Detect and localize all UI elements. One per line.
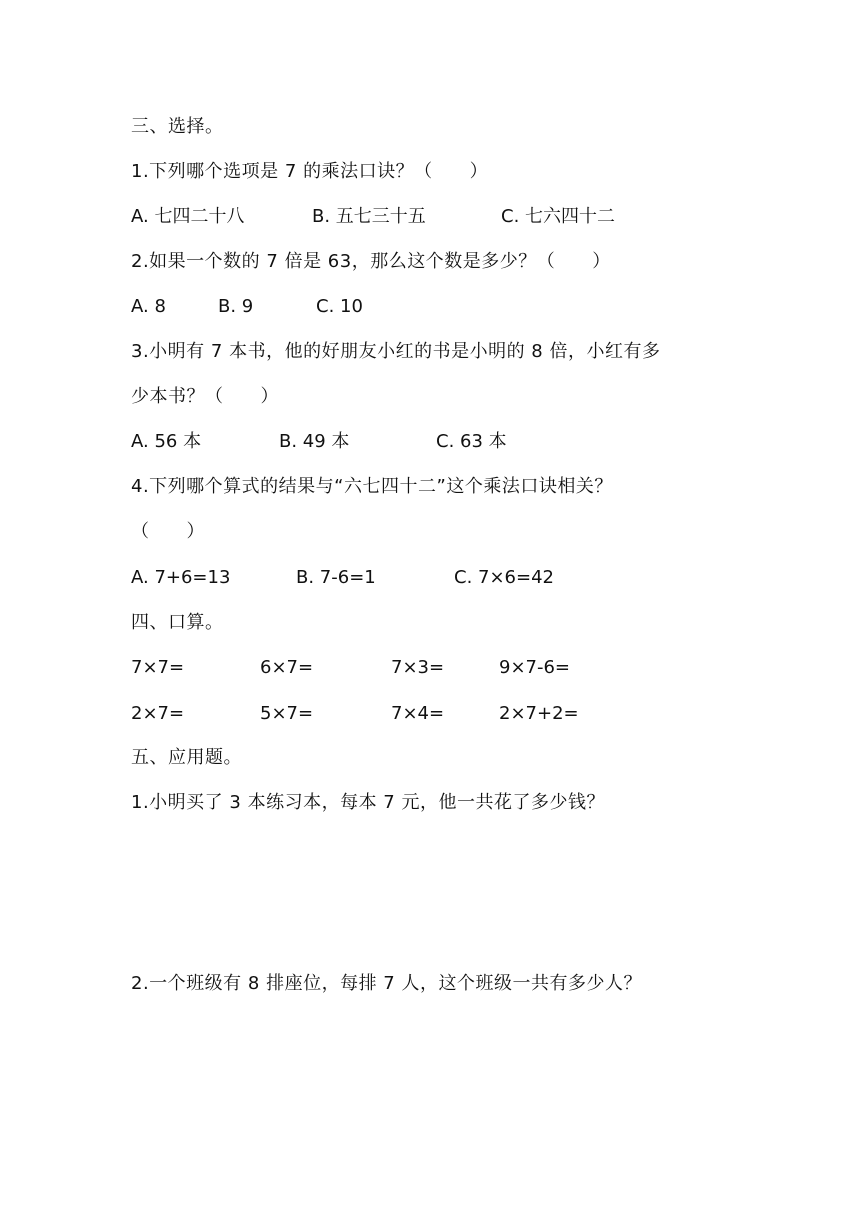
mental-math-item: 2×7= bbox=[131, 703, 185, 724]
word-problem-2: 2.一个班级有 8 排座位，每排 7 人，这个班级一共有多少人？ bbox=[131, 973, 642, 994]
q1-option-c: C. 七六四十二 bbox=[501, 206, 616, 227]
word-problem-1: 1.小明买了 3 本练习本，每本 7 元，他一共花了多少钱？ bbox=[131, 792, 605, 813]
mental-math-item: 7×7= bbox=[131, 657, 185, 678]
mental-math-item: 6×7= bbox=[260, 657, 314, 678]
q3-option-c: C. 63 本 bbox=[436, 431, 507, 452]
mental-math-item: 7×3= bbox=[391, 657, 445, 678]
section-heading-word-problems: 五、应用题。 bbox=[131, 747, 242, 768]
q4-option-b: B. 7-6=1 bbox=[296, 567, 376, 588]
section-heading-choice: 三、选择。 bbox=[131, 116, 224, 137]
q3-option-b: B. 49 本 bbox=[279, 431, 350, 452]
question-1-text: 1.下列哪个选项是 7 的乘法口诀？（ ） bbox=[131, 161, 489, 182]
q1-option-a: A. 七四二十八 bbox=[131, 206, 245, 227]
question-3-text-line2: 少本书？（ ） bbox=[131, 386, 279, 407]
question-2-text: 2.如果一个数的 7 倍是 63，那么这个数是多少？（ ） bbox=[131, 251, 611, 272]
q2-option-b: B. 9 bbox=[218, 296, 254, 317]
q4-option-c: C. 7×6=42 bbox=[454, 567, 554, 588]
mental-math-item: 7×4= bbox=[391, 703, 445, 724]
mental-math-item: 5×7= bbox=[260, 703, 314, 724]
section-heading-mental-math: 四、口算。 bbox=[131, 612, 224, 633]
q1-option-b: B. 五七三十五 bbox=[312, 206, 426, 227]
question-4-text-line2: （ ） bbox=[131, 521, 205, 542]
mental-math-item: 9×7-6= bbox=[499, 657, 571, 678]
question-4-text-line1: 4.下列哪个算式的结果与“六七四十二”这个乘法口诀相关？ bbox=[131, 476, 613, 497]
q3-option-a: A. 56 本 bbox=[131, 431, 202, 452]
mental-math-item: 2×7+2= bbox=[499, 703, 579, 724]
question-3-text-line1: 3.小明有 7 本书，他的好朋友小红的书是小明的 8 倍，小红有多 bbox=[131, 341, 661, 362]
q2-option-c: C. 10 bbox=[316, 296, 363, 317]
q4-option-a: A. 7+6=13 bbox=[131, 567, 231, 588]
q2-option-a: A. 8 bbox=[131, 296, 166, 317]
